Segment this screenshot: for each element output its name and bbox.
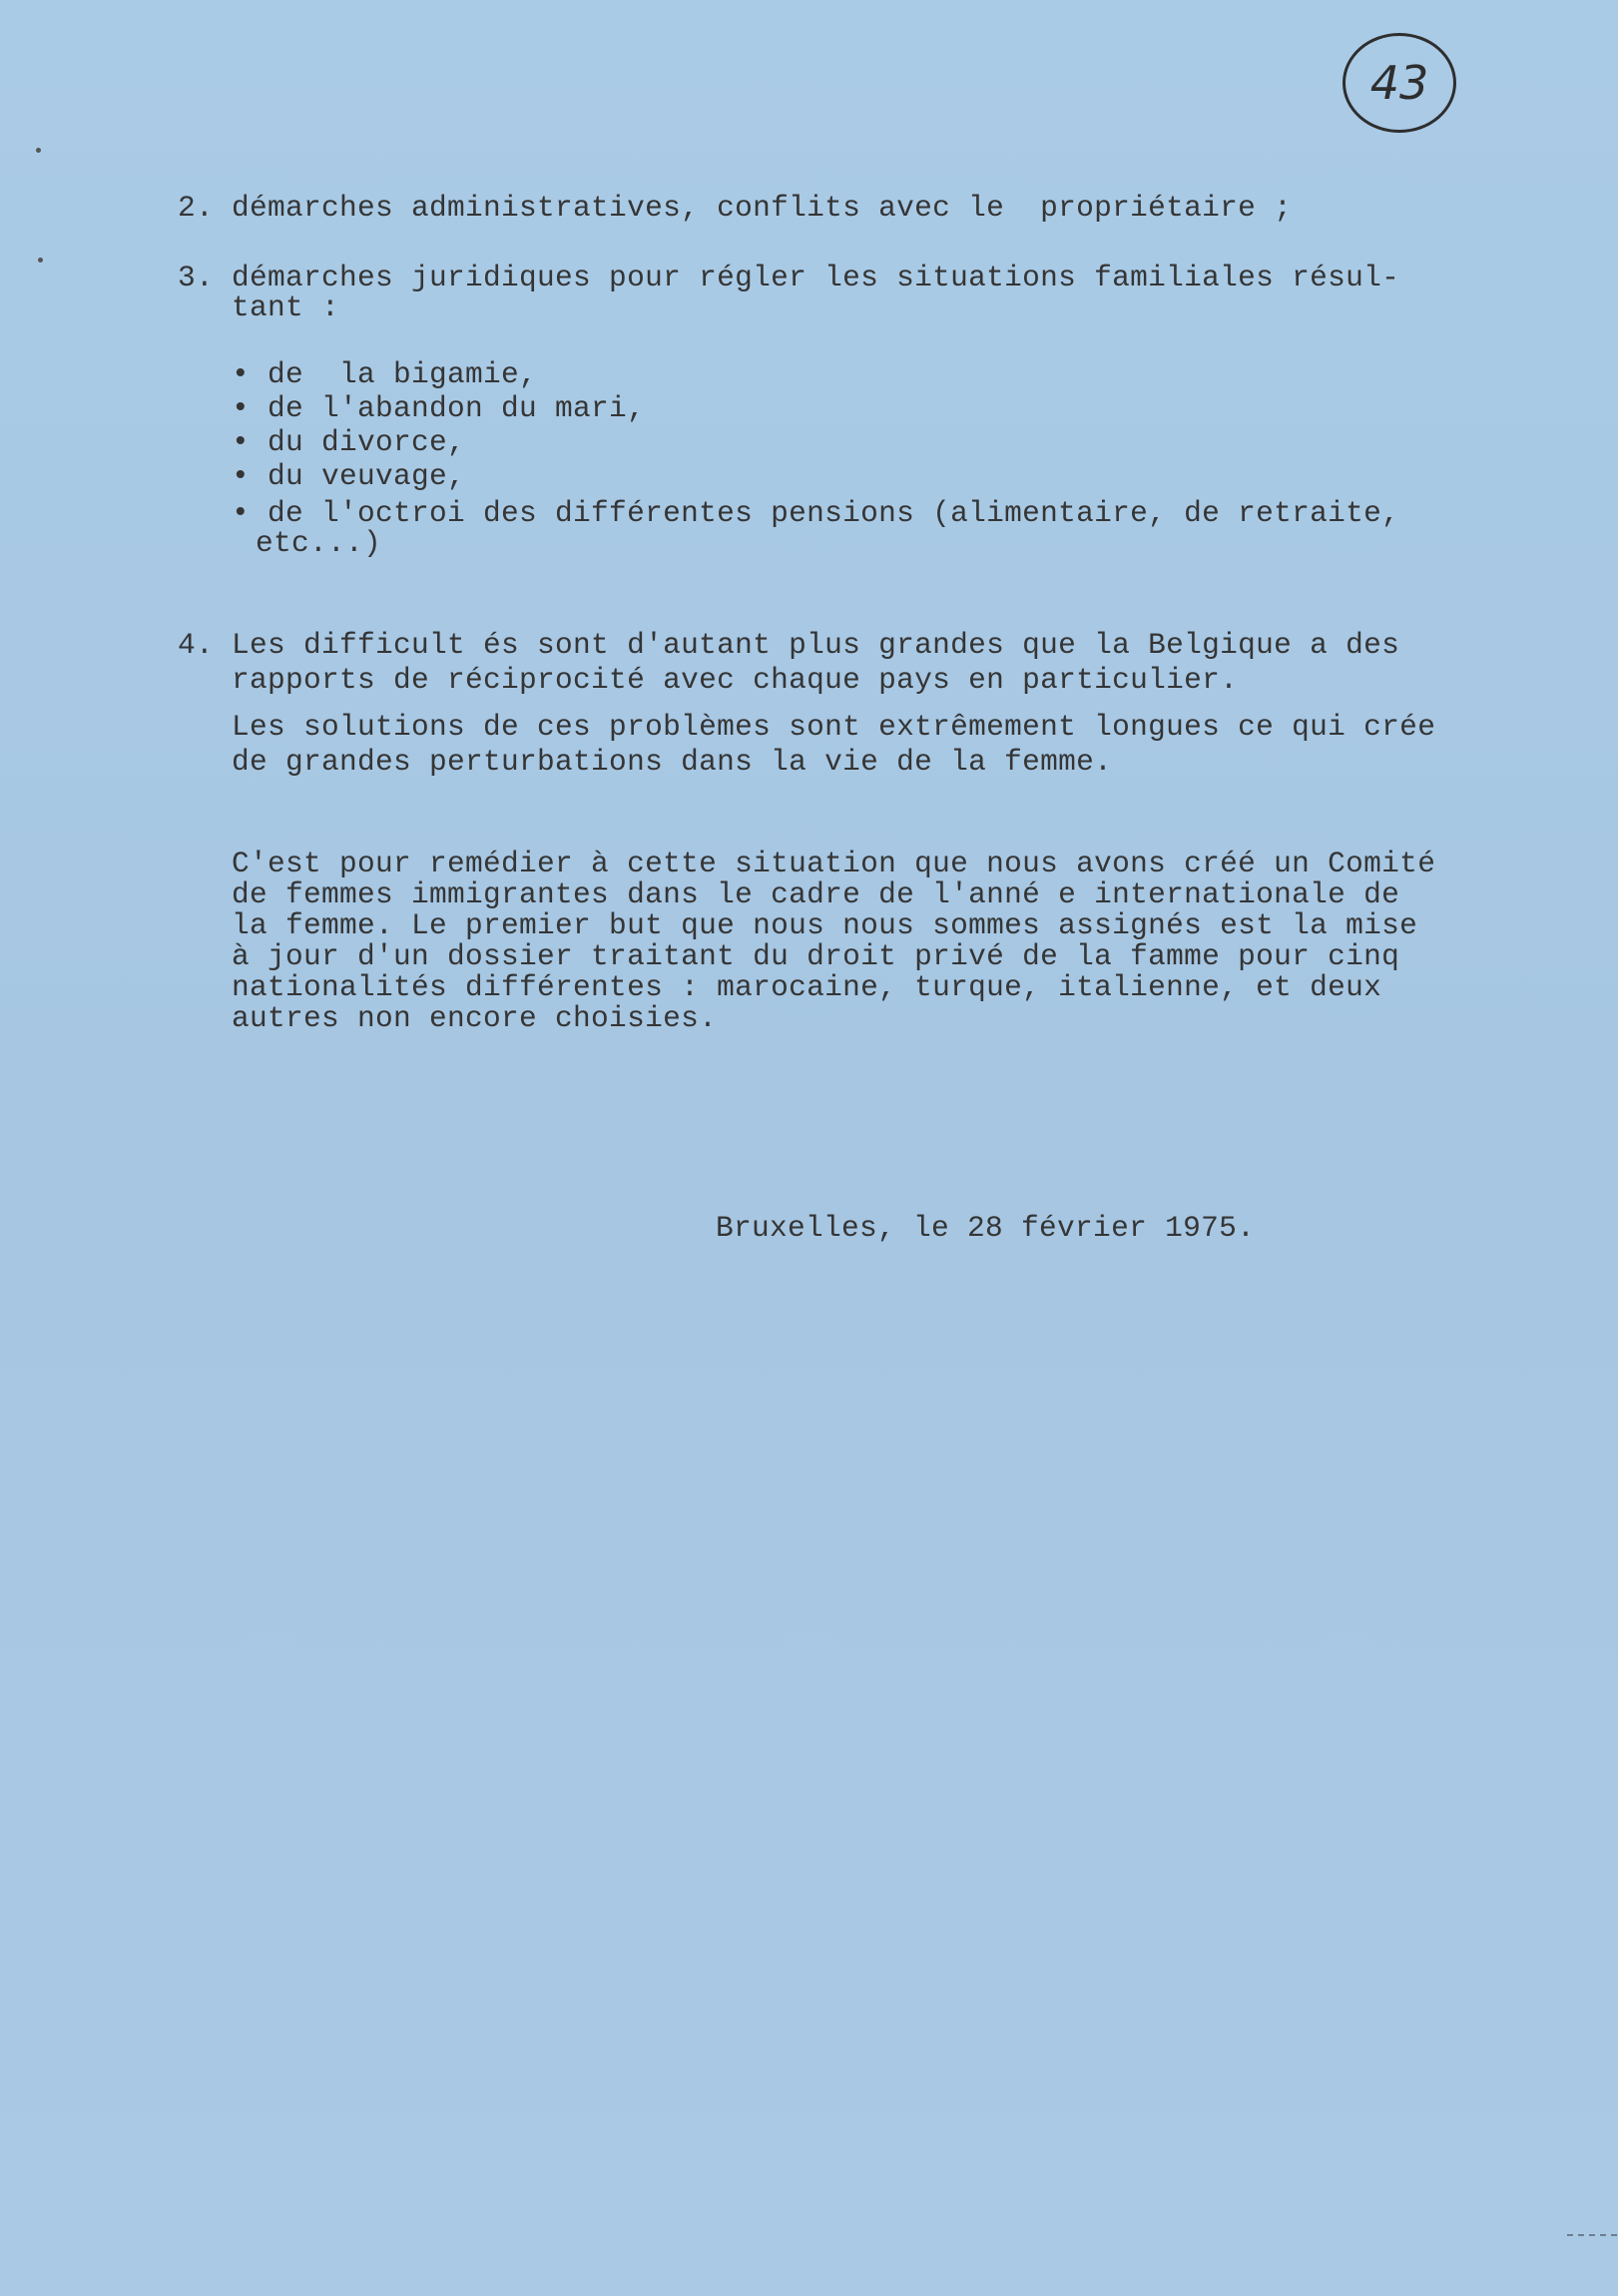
- paragraph-line: la femme. Le premier but que nous nous sommes assignés est la mise: [232, 908, 1418, 942]
- bullet-divorce: • du divorce,: [232, 425, 466, 459]
- item4-line2: rapports de réciprocité avec chaque pays en particulier.: [232, 663, 1239, 697]
- item4-line3: Les solutions de ces problèmes sont extrêmement longues ce qui crée: [232, 710, 1436, 744]
- item4-line1: Les difficult és sont d'autant plus grandes que la Belgique a des: [232, 628, 1400, 662]
- bullet-pensions-cont: etc...): [256, 526, 382, 560]
- bullet-pensions: • de l'octroi des différentes pensions (alimentaire, de retraite,: [232, 496, 1400, 530]
- date-line: Bruxelles, le 28 février 1975.: [716, 1211, 1256, 1245]
- paragraph-line: nationalités différentes : marocaine, turque, italienne, et deux: [232, 970, 1382, 1004]
- bullet-bigamie: • de la bigamie,: [232, 357, 538, 391]
- margin-mark: [36, 148, 41, 153]
- bullet-veuvage: • du veuvage,: [232, 459, 466, 493]
- item4-number: 4.: [178, 628, 215, 662]
- item4-line4: de grandes perturbations dans la vie de la femme.: [232, 745, 1113, 779]
- edge-dash: [1567, 2234, 1617, 2236]
- page-number-circle: [1343, 33, 1456, 133]
- paragraph-line: à jour d'un dossier traitant du droit privé de la famme pour cinq: [232, 939, 1400, 973]
- item3-number: 3.: [178, 261, 215, 294]
- item2-text: démarches administratives, conflits avec le propriétaire ;: [232, 191, 1293, 225]
- paragraph-line: C'est pour remédier à cette situation que nous avons créé un Comité: [232, 847, 1436, 880]
- item2-number: 2.: [178, 191, 215, 225]
- paragraph-line: de femmes immigrantes dans le cadre de l'anné e internationale de: [232, 877, 1400, 911]
- item3-line1: démarches juridiques pour régler les situations familiales résul-: [232, 261, 1400, 294]
- paragraph-line: autres non encore choisies.: [232, 1001, 718, 1035]
- bullet-abandon: • de l'abandon du mari,: [232, 391, 646, 425]
- item3-line2: tant :: [232, 290, 340, 324]
- margin-mark: [38, 258, 43, 263]
- page-number: 43: [1369, 56, 1429, 110]
